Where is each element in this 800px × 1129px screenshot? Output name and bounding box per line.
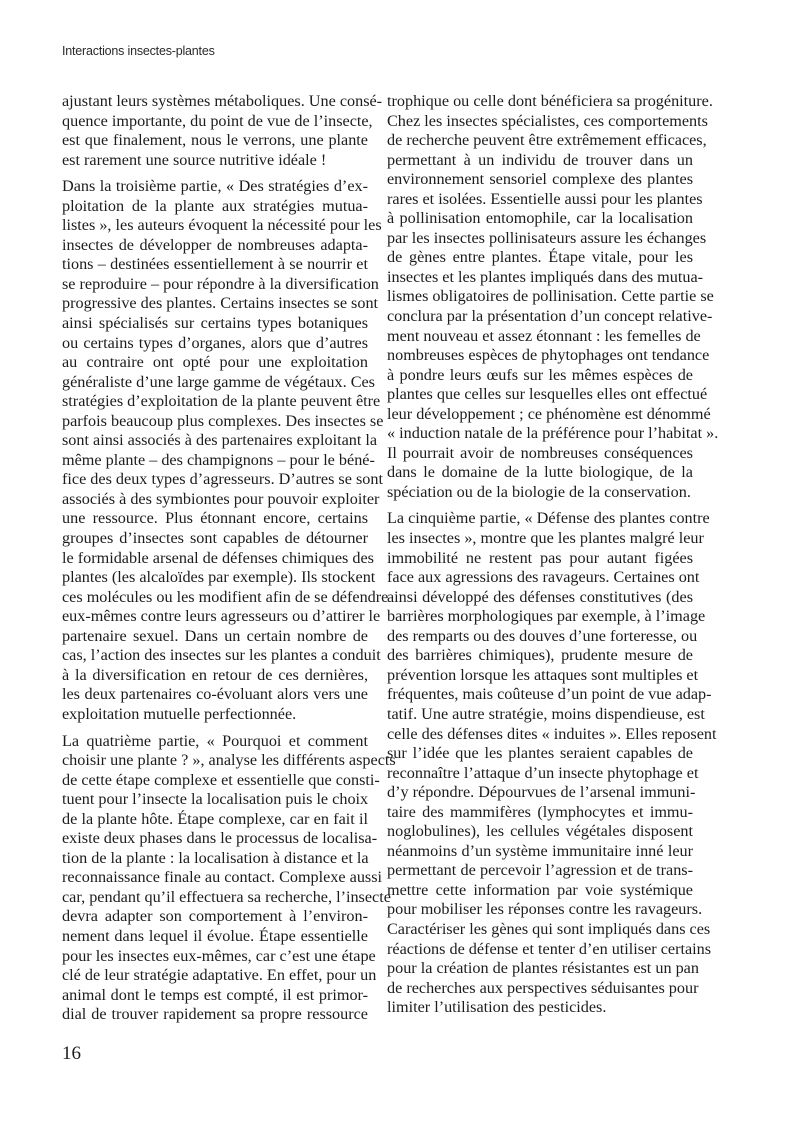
text-line: fice des deux types d’agresseurs. D’autres se sont	[62, 470, 383, 489]
text-line: de recherches aux perspectives séduisantes pour	[387, 978, 699, 997]
text-line: rares et isolées. Essentielle aussi pour les plantes	[387, 189, 703, 208]
text-line: reconnaître l’attaque d’un insecte phytophage et	[387, 763, 699, 782]
text-line: existe deux phases dans le processus de localisa-	[62, 829, 378, 848]
text-line: immobilité ne restent pas pour autant figées	[387, 548, 693, 567]
text-line: ajustant leurs systèmes métaboliques. Une consé-	[62, 92, 383, 110]
text-line: sont ainsi associés à des partenaires exploitant la	[62, 431, 378, 450]
left-column	[62, 92, 396, 1032]
text-line: ces molécules ou les modifient afin de se défendre	[62, 587, 389, 606]
text-line: tatif. Une autre stratégie, moins dispendieuse, est	[387, 704, 705, 723]
text-line: à la diversification en retour de ces dernières,	[62, 665, 368, 684]
text-line: Dans la troisième partie, « Des stratégies d’ex-	[62, 177, 368, 196]
text-line: les deux partenaires co-évoluant alors vers une	[62, 685, 368, 704]
text-line: listes », les auteurs évoquent la nécessité pour les	[62, 216, 382, 235]
text-line: ment nouveau et assez étonnant : les femelles de	[387, 326, 701, 345]
running-head: Interactions insectes-plantes	[62, 44, 215, 58]
text-line: « induction natale de la préférence pour l’habitat ».	[387, 424, 719, 443]
text-line: sur l’idée que les plantes seraient capables de	[387, 744, 693, 763]
text-line: de la plante hôte. Étape complexe, car en fait il	[62, 809, 368, 828]
text-line: leur développement ; ce phénomène est dénommé	[387, 404, 711, 423]
text-line: par les insectes pollinisateurs assure les échanges	[387, 228, 707, 247]
text-line: ploitation de la plante aux stratégies mutua-	[62, 196, 368, 215]
text-line: insectes de développer de nombreuses adapta-	[62, 235, 368, 254]
text-line: à pondre leurs œufs sur les mêmes espèces de	[387, 365, 693, 384]
text-line: nombreuses espèces de phytophages ont tendance	[387, 346, 710, 365]
text-line: La quatrième partie, « Pourquoi et comment	[62, 731, 368, 750]
text-line: pour mobiliser les réponses contre les ravageurs.	[387, 900, 703, 919]
text-line: de recherche peuvent être extrêmement efficaces,	[387, 131, 707, 150]
text-line: trophique ou celle dont bénéficiera sa progéniture.	[387, 92, 713, 110]
paragraph	[62, 731, 396, 1025]
text-line: exploitation mutuelle perfectionnée.	[62, 704, 297, 723]
text-line: d’y répondre. Dépourvues de l’arsenal immuni-	[387, 783, 696, 802]
text-line: ainsi développé des défenses constitutives (des	[387, 587, 693, 606]
text-line: dans le domaine de la lutte biologique, de la	[387, 463, 693, 482]
text-line: est rarement une source nutritive idéale !	[62, 150, 327, 169]
text-line: stratégies d’exploitation de la plante peuvent être	[62, 392, 381, 411]
text-line: les insectes », montre que les plantes malgré leur	[387, 529, 704, 548]
text-line: tions – destinées essentiellement à se nourrir et	[62, 255, 368, 274]
text-line: taire des mammifères (lymphocytes et immu-	[387, 802, 693, 821]
text-line: animal dont le temps est compté, il est primor-	[62, 985, 368, 1004]
text-line: des barrières chimiques), prudente mesure de	[387, 646, 693, 665]
text-line: tion de la plante : la localisation à distance et la	[62, 848, 369, 867]
page-number: 16	[62, 1043, 81, 1064]
text-line: réactions de défense et tenter d’en utiliser certains	[387, 939, 712, 958]
text-line: de gènes entre plantes. Étape vitale, pour les	[387, 248, 693, 267]
text-line: partenaire sexuel. Dans un certain nombre de	[62, 626, 368, 645]
text-line: à pollinisation entomophile, car la localisation	[387, 209, 693, 228]
text-line: progressive des plantes. Certains insectes se sont	[62, 294, 379, 313]
text-line: mettre cette information par voie systémique	[387, 880, 693, 899]
text-line: tuent pour l’insecte la localisation puis le choix	[62, 790, 369, 809]
text-line: groupes d’insectes sont capables de détourner	[62, 529, 368, 548]
paragraph	[62, 177, 389, 724]
text-line: noglobulines), les cellules végétales disposent	[387, 822, 693, 841]
text-line: dial de trouver rapidement sa propre ressource	[62, 1005, 368, 1024]
text-line: plantes (les alcaloïdes par exemple). Ils stockent	[62, 568, 376, 587]
text-line: Chez les insectes spécialistes, ces comportements	[387, 111, 708, 130]
text-line: prévention lorsque les attaques sont multiples et	[387, 665, 699, 684]
text-line: permettant à un individu de trouver dans un	[387, 150, 693, 169]
text-line: cas, l’action des insectes sur les plantes a conduit	[62, 646, 381, 665]
text-line: ou certains types d’organes, alors que d’autres	[62, 333, 368, 352]
text-line: parfois beaucoup plus complexes. Des insectes se	[62, 411, 384, 430]
text-line: conclura par la présentation d’un concept relative-	[387, 307, 713, 326]
paragraph	[387, 509, 717, 1017]
text-line: limiter l’utilisation des pesticides.	[387, 998, 607, 1017]
text-line: le formidable arsenal de défenses chimiques des	[62, 548, 374, 567]
text-line: reconnaissance finale au contact. Complexe aussi	[62, 868, 383, 887]
text-line: barrières morphologiques par exemple, à l’image	[387, 607, 706, 626]
text-line: nement dans lequel il évolue. Étape essentielle	[62, 926, 368, 945]
text-line: clé de leur stratégie adaptative. En effet, pour un	[62, 966, 377, 985]
text-line: associés à des symbiontes pour pouvoir exploiter	[62, 489, 380, 508]
text-line: eux-mêmes contre leurs agresseurs ou d’attirer le	[62, 607, 381, 626]
text-line: même plante – des champignons – pour le béné-	[62, 450, 375, 469]
text-line: fréquentes, mais coûteuse d’un point de vue adap-	[387, 685, 712, 704]
paragraph	[387, 92, 719, 502]
text-line: environnement sensoriel complexe des plantes	[387, 170, 693, 189]
text-line: permettant de percevoir l’agression et de trans-	[387, 861, 693, 880]
text-line: Il pourrait avoir de nombreuses conséquences	[387, 443, 693, 462]
text-line: plantes que celles sur lesquelles elles ont effectué	[387, 385, 708, 404]
text-line: insectes et les plantes impliqués dans des mutua-	[387, 267, 704, 286]
text-line: celle des défenses dites « induites ». Elles reposent	[387, 724, 717, 743]
text-line: face aux agressions des ravageurs. Certaines ont	[387, 568, 700, 587]
text-line: néanmoins d’un système immunitaire inné leur	[387, 841, 693, 860]
text-line: spéciation ou de la biologie de la conservation.	[387, 482, 691, 501]
text-line: devra adapter son comportement à l’environ-	[62, 907, 368, 926]
text-line: choisir une plante ? », analyse les différents aspects	[62, 751, 396, 770]
text-line: ainsi spécialisés sur certains types botaniques	[62, 314, 368, 333]
text-line: La cinquième partie, « Défense des plantes contre	[387, 509, 710, 528]
text-line: pour les insectes eux-mêmes, car c’est une étape	[62, 946, 376, 965]
text-line: pour la création de plantes résistantes est un pan	[387, 959, 699, 978]
text-line: Caractériser les gènes qui sont impliqués dans ces	[387, 919, 711, 938]
text-line: lismes obligatoires de pollinisation. Cette partie se	[387, 287, 714, 306]
text-line: au contraire ont opté pour une exploitation	[62, 353, 368, 372]
text-line: est que finalement, nous le verrons, une plante	[62, 131, 368, 150]
text-line: car, pendant qu’il effectuera sa recherche, l’insecte	[62, 887, 391, 906]
text-line: une ressource. Plus étonnant encore, certains	[62, 509, 368, 528]
text-line: quence importante, du point de vue de l’insecte,	[62, 111, 373, 130]
text-line: généraliste d’une large gamme de végétaux. Ces	[62, 372, 375, 391]
text-line: se reproduire – pour répondre à la diversification	[62, 274, 379, 293]
paragraph	[62, 92, 383, 170]
text-line: de cette étape complexe et essentielle que consti-	[62, 770, 380, 789]
text-line: des remparts ou des douves d’une forteresse, ou	[387, 626, 698, 645]
right-column	[387, 92, 719, 1025]
